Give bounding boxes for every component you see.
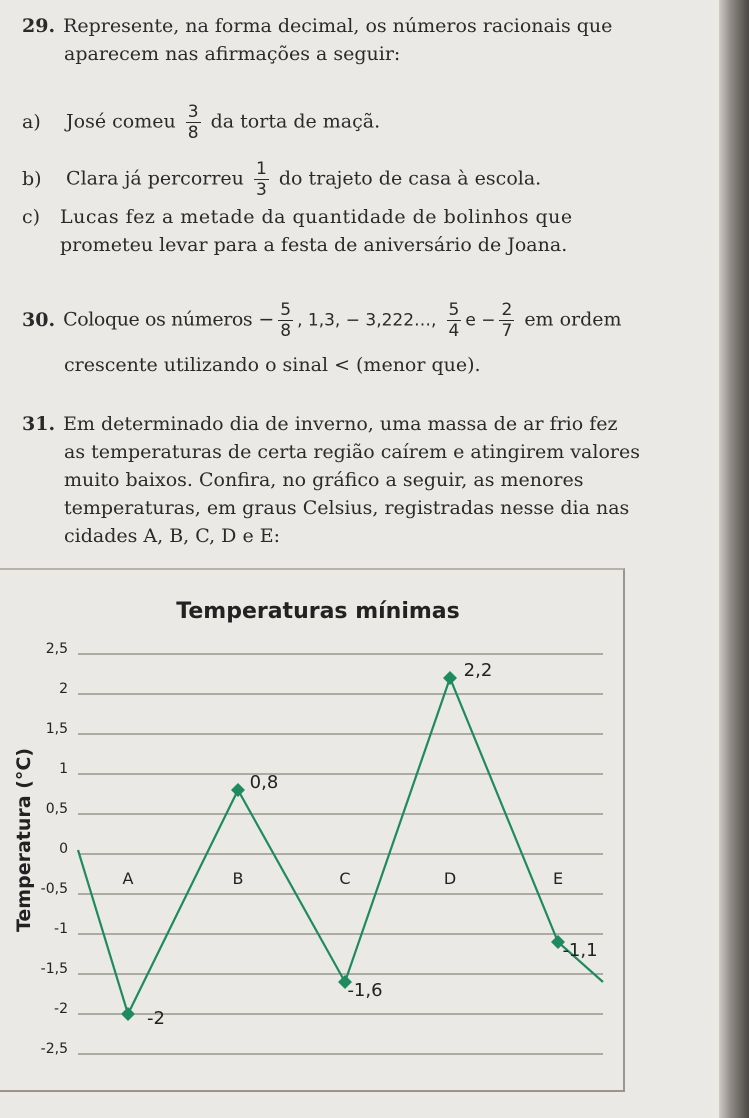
y-tick-label: 0 <box>59 841 68 857</box>
y-tick-label: 1,5 <box>45 721 68 737</box>
item-a <box>22 102 380 143</box>
item-c <box>22 203 702 259</box>
y-tick-label: -1,5 <box>40 961 68 977</box>
x-category-label: E <box>552 869 564 888</box>
question-30 <box>22 300 712 341</box>
y-tick-label: -2,5 <box>40 1041 68 1057</box>
chart-frame <box>0 568 625 1092</box>
question-text: temperaturas, em graus Celsius, registradas nesse dia nas <box>64 497 630 519</box>
question-31 <box>22 410 702 550</box>
x-category-label: A <box>122 869 134 888</box>
question-text: crescente utilizando o sinal < (menor que). <box>64 354 481 376</box>
denominator: 8 <box>280 321 292 341</box>
numerator: 3 <box>187 102 199 122</box>
minus-sign: − <box>258 308 275 331</box>
fraction <box>186 102 201 143</box>
numerator: 5 <box>280 300 292 320</box>
question-text: muito baixos. Confira, no gráfico a seguir, as menores <box>64 469 584 491</box>
question-text: Represente, na forma decimal, os números racionais que <box>63 15 613 37</box>
data-point-marker <box>231 783 245 797</box>
y-tick-label: -1 <box>54 921 68 937</box>
y-tick-label: 2 <box>59 681 68 697</box>
numerator: 1 <box>255 159 267 179</box>
data-label: 2,2 <box>463 660 493 681</box>
item-text: do trajeto de casa à escola. <box>278 167 542 190</box>
line-chart <box>0 570 623 1090</box>
x-category-label: D <box>443 869 457 888</box>
y-tick-label: -2 <box>54 1001 68 1017</box>
question-text: Coloque os números <box>63 308 253 331</box>
question-number: 29. <box>22 15 56 37</box>
data-label: -1,1 <box>562 940 598 961</box>
data-label: -2 <box>147 1008 165 1029</box>
y-tick-label: -0,5 <box>40 881 68 897</box>
data-label: -1,6 <box>347 980 383 1001</box>
item-label: c) <box>22 206 41 228</box>
denominator: 4 <box>448 321 460 341</box>
question-text: em ordem <box>524 308 622 331</box>
fraction <box>278 300 293 341</box>
denominator: 8 <box>187 123 199 143</box>
x-category-label: B <box>232 869 244 888</box>
conjunction-text: e − <box>465 310 496 331</box>
question-text: aparecem nas afirmações a seguir: <box>64 43 401 65</box>
question-number: 30. <box>22 308 56 331</box>
y-tick-label: 0,5 <box>45 801 68 817</box>
fraction <box>254 159 269 200</box>
data-point-marker <box>121 1007 135 1021</box>
chart-title: Temperaturas mínimas <box>176 599 460 624</box>
question-text: Em determinado dia de inverno, uma massa de ar frio fez <box>63 413 618 435</box>
item-text: da torta de maçã. <box>210 110 381 133</box>
number-list: , 1,3, − 3,222…, <box>297 310 437 331</box>
item-text: Clara já percorreu <box>66 167 244 190</box>
question-number: 31. <box>22 413 56 435</box>
page-edge-shadow <box>719 0 749 1118</box>
item-text: prometeu levar para a festa de aniversário de Joana. <box>60 234 568 256</box>
data-point-marker <box>443 671 457 685</box>
question-29 <box>22 12 702 68</box>
numerator: 5 <box>448 300 460 320</box>
x-category-label: C <box>339 869 351 888</box>
fraction <box>499 300 514 341</box>
question-text: as temperaturas de certa região caírem e atingirem valores <box>64 441 640 463</box>
data-label: 0,8 <box>249 772 279 793</box>
question-text: cidades A, B, C, D e E: <box>64 525 281 547</box>
item-b <box>22 159 541 200</box>
numerator: 2 <box>501 300 513 320</box>
item-text: José comeu <box>66 110 176 133</box>
denominator: 3 <box>255 180 267 200</box>
item-label: b) <box>22 167 42 190</box>
fraction <box>447 300 462 341</box>
data-series-line <box>78 678 603 1014</box>
y-tick-label: 1 <box>59 761 68 777</box>
item-label: a) <box>22 110 41 133</box>
y-axis-label: Temperatura (°C) <box>13 747 35 933</box>
denominator: 7 <box>501 321 513 341</box>
item-text: Lucas fez a metade da quantidade de bolinhos que <box>60 206 573 228</box>
y-tick-label: 2,5 <box>45 641 68 657</box>
